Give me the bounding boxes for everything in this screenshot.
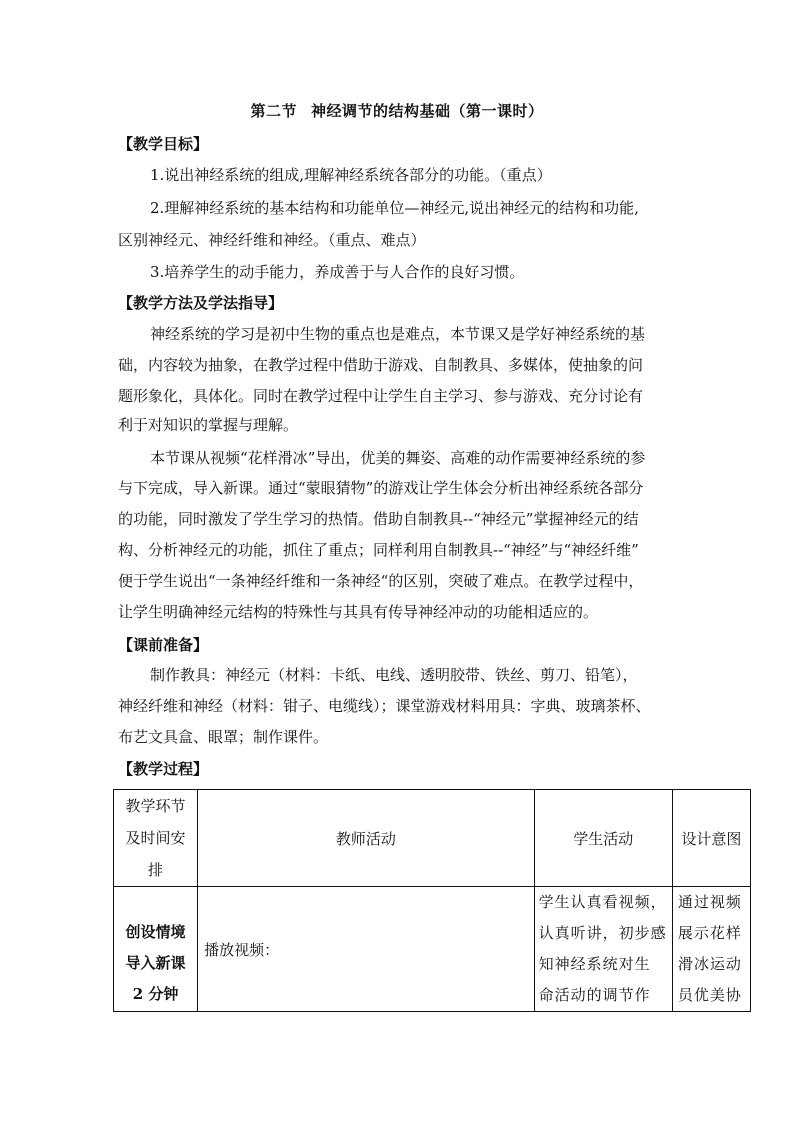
methods-heading: 【教学方法及学法指导】 bbox=[118, 294, 284, 312]
teacher-activity-cell bbox=[198, 887, 535, 1012]
header-phase-line: 排 bbox=[148, 861, 164, 879]
phase-line: 创设情境 bbox=[125, 923, 186, 941]
prep-line: 制作教具：神经元（材料：卡纸、电线、透明胶带、铁丝、剪刀、铅笔）， bbox=[150, 666, 638, 684]
section-number: 第二节 bbox=[250, 102, 297, 120]
phase-line: 导入新课 bbox=[125, 954, 186, 972]
objectives-heading: 【教学目标】 bbox=[118, 135, 209, 153]
methods-line: 础，内容较为抽象，在教学过程中借助于游戏、自制教具、多媒体，使抽象的问 bbox=[118, 356, 644, 374]
prep-heading: 【课前准备】 bbox=[118, 636, 209, 654]
student-activity-line: 认真听讲，初步感 bbox=[538, 924, 667, 942]
student-activity-line: 命活动的调节作 bbox=[538, 986, 651, 1004]
teacher-activity-text: 播放视频： bbox=[204, 941, 280, 959]
table-row bbox=[114, 887, 751, 1012]
header-student: 学生活动 bbox=[534, 790, 672, 887]
methods-line: 让学生明确神经元结构的特殊性与其具有传导神经冲动的功能相适应的。 bbox=[118, 603, 599, 621]
objective-item: 3.培养学生的动手能力，养成善于与人合作的良好习惯。 bbox=[150, 263, 525, 281]
header-phase bbox=[114, 790, 198, 887]
methods-line: 与下完成，导入新课。通过“蒙眼猜物”的游戏让学生体会分析出神经系统各部分 bbox=[118, 479, 644, 497]
methods-line: 的功能，同时激发了学生学习的热情。借助自制教具--“神经元”掌握神经元的结 bbox=[118, 510, 639, 528]
design-intent-cell bbox=[672, 887, 750, 1012]
methods-line: 构、分析神经元的功能，抓住了重点；同样利用自制教具--“神经”与“神经纤维” bbox=[118, 541, 639, 559]
methods-line: 便于学生说出“一条神经纤维和一条神经“的区别，突破了难点。在教学过程中， bbox=[118, 572, 644, 590]
design-intent-line: 通过视频 bbox=[677, 893, 742, 911]
header-phase-line: 教学环节 bbox=[125, 797, 186, 815]
page-title bbox=[0, 100, 794, 121]
process-heading: 【教学过程】 bbox=[118, 760, 209, 778]
methods-line: 利于对知识的掌握与理解。 bbox=[118, 416, 299, 434]
section-title: 神经调节的结构基础（第一课时） bbox=[311, 102, 544, 120]
prep-line: 布艺文具盒、眼罩；制作课件。 bbox=[118, 728, 329, 746]
design-intent-line: 展示花样 bbox=[677, 924, 742, 942]
header-phase-line: 及时间安 bbox=[125, 829, 186, 847]
process-table bbox=[113, 789, 751, 1012]
header-teacher: 教师活动 bbox=[198, 790, 535, 887]
methods-line: 本节课从视频“花样滑冰”导出，优美的舞姿、高难的动作需要神经系统的参 bbox=[150, 449, 646, 467]
objective-item: 2.理解神经系统的基本结构和功能单位—神经元,说出神经元的结构和功能, bbox=[150, 199, 639, 217]
phase-cell bbox=[114, 887, 198, 1012]
design-intent-line: 滑冰运动 bbox=[677, 955, 742, 973]
objective-item: 1.说出神经系统的组成,理解神经系统各部分的功能。（重点） bbox=[150, 166, 552, 184]
methods-line: 神经系统的学习是初中生物的重点也是难点，本节课又是学好神经系统的基 bbox=[150, 325, 646, 343]
student-activity-line: 知神经系统对生 bbox=[538, 955, 651, 973]
phase-line: 2 分钟 bbox=[132, 985, 179, 1003]
table-header-row bbox=[114, 790, 751, 887]
methods-line: 题形象化，具体化。同时在教学过程中让学生自主学习、参与游戏、充分讨论有 bbox=[118, 387, 644, 405]
header-design: 设计意图 bbox=[672, 790, 750, 887]
design-intent-line: 员优美协 bbox=[677, 986, 742, 1004]
student-activity-line: 学生认真看视频， bbox=[538, 893, 667, 911]
student-activity-cell bbox=[534, 887, 672, 1012]
objective-item: 区别神经元、神经纤维和神经。（重点、难点） bbox=[118, 231, 426, 249]
prep-line: 神经纤维和神经（材料：钳子、电缆线）；课堂游戏材料用具：字典、玻璃茶杯、 bbox=[118, 697, 651, 715]
